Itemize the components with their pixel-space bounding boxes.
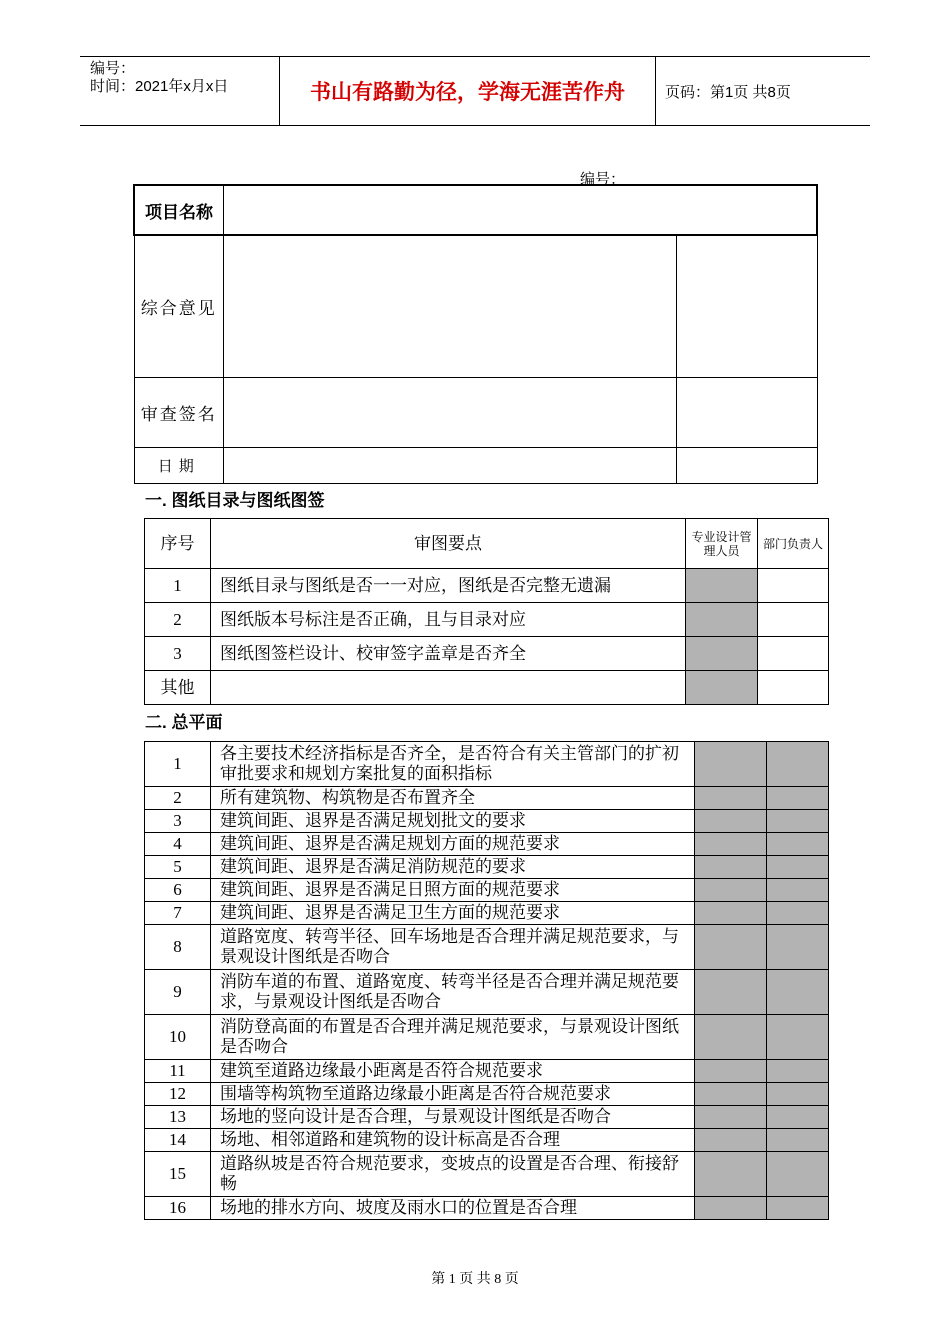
header-time: 时间：2021年x月x日 (90, 78, 229, 95)
head-check-cell[interactable] (767, 833, 829, 856)
row-no: 2 (145, 787, 211, 810)
row-no: 6 (145, 879, 211, 902)
designer-check-cell[interactable] (695, 970, 767, 1015)
row-text: 建筑间距、退界是否满足卫生方面的规范要求 (211, 902, 695, 925)
table-row (145, 787, 829, 810)
date-label: 日期 (134, 447, 224, 483)
review-signature-field[interactable] (224, 377, 677, 447)
table-row (145, 1197, 829, 1220)
table-row (145, 1060, 829, 1083)
head-check-cell[interactable] (758, 671, 829, 705)
designer-check-cell[interactable] (695, 810, 767, 833)
designer-check-cell[interactable] (695, 1015, 767, 1060)
head-check-cell[interactable] (758, 637, 829, 671)
header-no: 序号 (145, 519, 211, 569)
head-check-cell[interactable] (767, 925, 829, 970)
head-check-cell[interactable] (758, 569, 829, 603)
date-field[interactable] (224, 447, 677, 483)
header-designer: 专业设计管理人员 (686, 519, 758, 569)
head-check-cell[interactable] (767, 742, 829, 787)
head-check-cell[interactable] (767, 856, 829, 879)
row-no: 9 (145, 970, 211, 1015)
review-signature-label: 审查签名 (134, 377, 224, 447)
overall-opinion-label: 综合意见 (134, 235, 224, 377)
section1-table (144, 518, 829, 705)
row-text: 所有建筑物、构筑物是否布置齐全 (211, 787, 695, 810)
head-check-cell[interactable] (767, 1106, 829, 1129)
row-no: 12 (145, 1083, 211, 1106)
head-check-cell[interactable] (767, 879, 829, 902)
designer-check-cell[interactable] (695, 1152, 767, 1197)
table-row (145, 925, 829, 970)
row-text: 建筑间距、退界是否满足规划方面的规范要求 (211, 833, 695, 856)
designer-check-cell[interactable] (695, 742, 767, 787)
designer-check-cell[interactable] (695, 856, 767, 879)
table-row (145, 1152, 829, 1197)
row-no: 4 (145, 833, 211, 856)
head-check-cell[interactable] (767, 1129, 829, 1152)
designer-check-cell[interactable] (695, 925, 767, 970)
row-no: 3 (145, 637, 211, 671)
row-no: 5 (145, 856, 211, 879)
row-text: 建筑至道路边缘最小距离是否符合规范要求 (211, 1060, 695, 1083)
row-no: 14 (145, 1129, 211, 1152)
row-text: 建筑间距、退界是否满足规划批文的要求 (211, 810, 695, 833)
date-side-field[interactable] (677, 447, 818, 483)
head-check-cell[interactable] (767, 1083, 829, 1106)
row-no: 13 (145, 1106, 211, 1129)
form-code-label: 编号： (580, 171, 626, 188)
row-text: 场地的排水方向、坡度及雨水口的位置是否合理 (211, 1197, 695, 1220)
header-motto: 书山有路勤为径，学海无涯苦作舟 (280, 57, 656, 125)
table-row (145, 1129, 829, 1152)
head-check-cell[interactable] (767, 787, 829, 810)
header-meta (80, 57, 280, 125)
table-row (145, 1083, 829, 1106)
row-text: 道路宽度、转弯半径、回车场地是否合理并满足规范要求，与景观设计图纸是否吻合 (211, 925, 695, 970)
table-row (145, 856, 829, 879)
table-row (145, 637, 829, 671)
designer-check-cell[interactable] (695, 833, 767, 856)
row-text: 消防车道的布置、道路宽度、转弯半径是否合理并满足规范要求，与景观设计图纸是否吻合 (211, 970, 695, 1015)
row-no: 15 (145, 1152, 211, 1197)
designer-check-cell[interactable] (695, 1129, 767, 1152)
row-no: 11 (145, 1060, 211, 1083)
row-text: 建筑间距、退界是否满足日照方面的规范要求 (211, 879, 695, 902)
row-text: 图纸版本号标注是否正确，且与目录对应 (211, 603, 686, 637)
head-check-cell[interactable] (767, 1197, 829, 1220)
header-department-head: 部门负责人 (758, 519, 829, 569)
table-row (145, 879, 829, 902)
row-text: 场地、相邻道路和建筑物的设计标高是否合理 (211, 1129, 695, 1152)
row-no: 2 (145, 603, 211, 637)
row-no: 1 (145, 569, 211, 603)
table-row (145, 833, 829, 856)
row-text: 各主要技术经济指标是否齐全，是否符合有关主管部门的扩初审批要求和规划方案批复的面积指标 (211, 742, 695, 787)
designer-check-cell[interactable] (695, 787, 767, 810)
row-text: 消防登高面的布置是否合理并满足规范要求，与景观设计图纸是否吻合 (211, 1015, 695, 1060)
designer-check-cell[interactable] (695, 1060, 767, 1083)
table-row (145, 902, 829, 925)
row-text: 围墙等构筑物至道路边缘最小距离是否符合规范要求 (211, 1083, 695, 1106)
designer-check-cell[interactable] (695, 1106, 767, 1129)
row-text: 图纸图签栏设计、校审签字盖章是否齐全 (211, 637, 686, 671)
designer-check-cell[interactable] (686, 569, 758, 603)
row-no: 3 (145, 810, 211, 833)
designer-check-cell[interactable] (695, 879, 767, 902)
table-row (145, 603, 829, 637)
section2-table (144, 741, 829, 1220)
designer-check-cell[interactable] (695, 902, 767, 925)
table-row (145, 1106, 829, 1129)
row-no: 8 (145, 925, 211, 970)
designer-check-cell[interactable] (686, 671, 758, 705)
designer-check-cell[interactable] (686, 603, 758, 637)
table-row (145, 742, 829, 787)
row-text: 场地的竖向设计是否合理，与景观设计图纸是否吻合 (211, 1106, 695, 1129)
row-no: 16 (145, 1197, 211, 1220)
section2-title: 二. 总平面 (145, 713, 223, 732)
head-check-cell[interactable] (767, 902, 829, 925)
row-text (211, 671, 686, 705)
row-no: 1 (145, 742, 211, 787)
section1-title: 一. 图纸目录与图纸图签 (145, 491, 325, 510)
head-check-cell[interactable] (767, 1015, 829, 1060)
row-no: 10 (145, 1015, 211, 1060)
row-text: 道路纵坡是否符合规范要求，变坡点的设置是否合理、衔接舒畅 (211, 1152, 695, 1197)
row-no: 7 (145, 902, 211, 925)
table-row (145, 1015, 829, 1060)
table-row (145, 810, 829, 833)
head-check-cell[interactable] (767, 1060, 829, 1083)
head-check-cell[interactable] (767, 810, 829, 833)
row-no: 其他 (145, 671, 211, 705)
head-check-cell[interactable] (767, 970, 829, 1015)
header-code-label: 编号： (90, 60, 136, 77)
table-row (145, 671, 829, 705)
head-check-cell[interactable] (758, 603, 829, 637)
table-row (145, 970, 829, 1015)
designer-check-cell[interactable] (695, 1197, 767, 1220)
header-review-points: 审图要点 (211, 519, 686, 569)
overall-opinion-field[interactable] (224, 235, 677, 377)
project-name-label: 项目名称 (134, 185, 224, 235)
review-signature-side-field[interactable] (677, 377, 818, 447)
designer-check-cell[interactable] (686, 637, 758, 671)
head-check-cell[interactable] (767, 1152, 829, 1197)
header-page-info: 页码：第1页 共8页 (665, 83, 791, 101)
page-footer: 第 1 页 共 8 页 (431, 1272, 519, 1287)
designer-check-cell[interactable] (695, 1083, 767, 1106)
page-header (80, 56, 870, 126)
table-row (145, 569, 829, 603)
project-name-field[interactable] (224, 185, 818, 235)
overall-opinion-side-field[interactable] (677, 235, 818, 377)
row-text: 图纸目录与图纸是否一一对应，图纸是否完整无遗漏 (211, 569, 686, 603)
project-info-table (133, 184, 818, 484)
row-text: 建筑间距、退界是否满足消防规范的要求 (211, 856, 695, 879)
